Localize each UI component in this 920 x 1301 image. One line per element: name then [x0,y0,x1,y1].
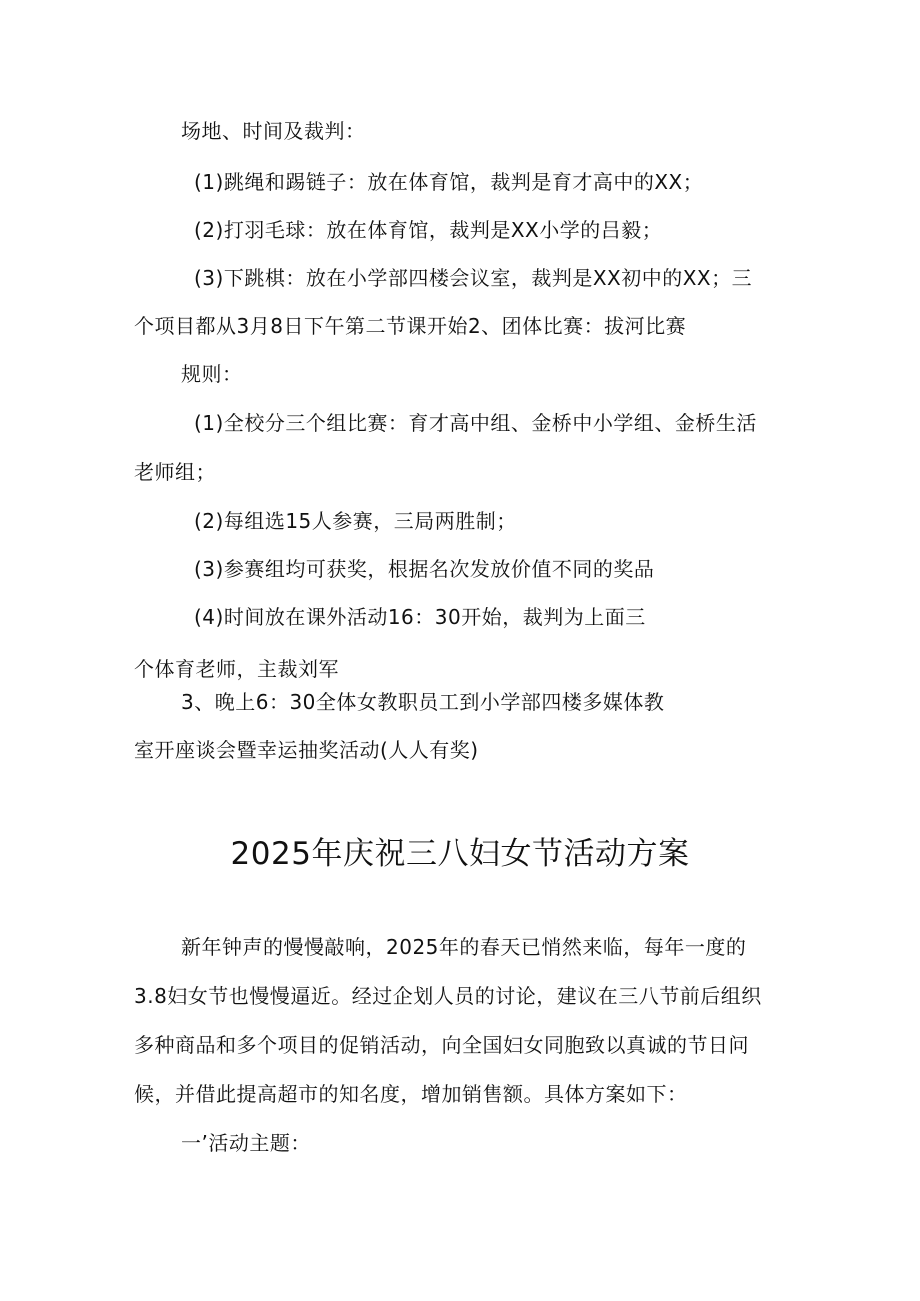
rules-item-1-line-1: (1)全校分三个组比赛：育才高中组、金桥中小学组、金桥生活 [194,411,757,435]
rules-item-4-line-1: (4)时间放在课外活动16：30开始，裁判为上面三 [194,605,646,629]
rules-item-4-line-2: 个体育老师，主裁刘军 [134,657,339,681]
evening-line-2: 室开座谈会暨幸运抽奖活动(人人有奖) [134,738,479,762]
document-title: 2025年庆祝三八妇女节活动方案 [230,836,690,872]
intro-line-3: 多种商品和多个项目的促销活动，向全国妇女同胞致以真诚的节日问 [134,1033,749,1057]
venue-item-1: (1)跳绳和踢链子：放在体育馆，裁判是育才高中的XX； [194,170,704,194]
rules-item-1-line-2: 老师组； [134,460,216,484]
venue-item-3-line-1: (3)下跳棋：放在小学部四楼会议室，裁判是XX初中的XX；三 [194,266,753,290]
rules-heading: 规则： [181,362,243,386]
intro-line-4: 候，并借此提高超市的知名度，增加销售额。具体方案如下： [134,1082,688,1106]
venue-heading: 场地、时间及裁判： [181,119,366,143]
evening-line-1: 3、晚上6：30全体女教职员工到小学部四楼多媒体教 [181,690,665,714]
venue-item-2: (2)打羽毛球：放在体育馆，裁判是XX小学的吕毅； [194,218,663,242]
rules-item-2: (2)每组选15人参赛，三局两胜制； [194,509,517,533]
theme-heading: 一’活动主题： [181,1131,311,1155]
intro-line-2: 3.8妇女节也慢慢逼近。经过企划人员的讨论，建议在三八节前后组织 [134,984,762,1008]
venue-item-3-line-2: 个项目都从3月8日下午第二节课开始2、团体比赛：拔河比赛 [134,314,687,338]
intro-line-1: 新年钟声的慢慢敲响，2025年的春天已悄然来临，每年一度的 [181,935,747,959]
rules-item-3: (3)参赛组均可获奖，根据名次发放价值不同的奖品 [194,557,655,581]
